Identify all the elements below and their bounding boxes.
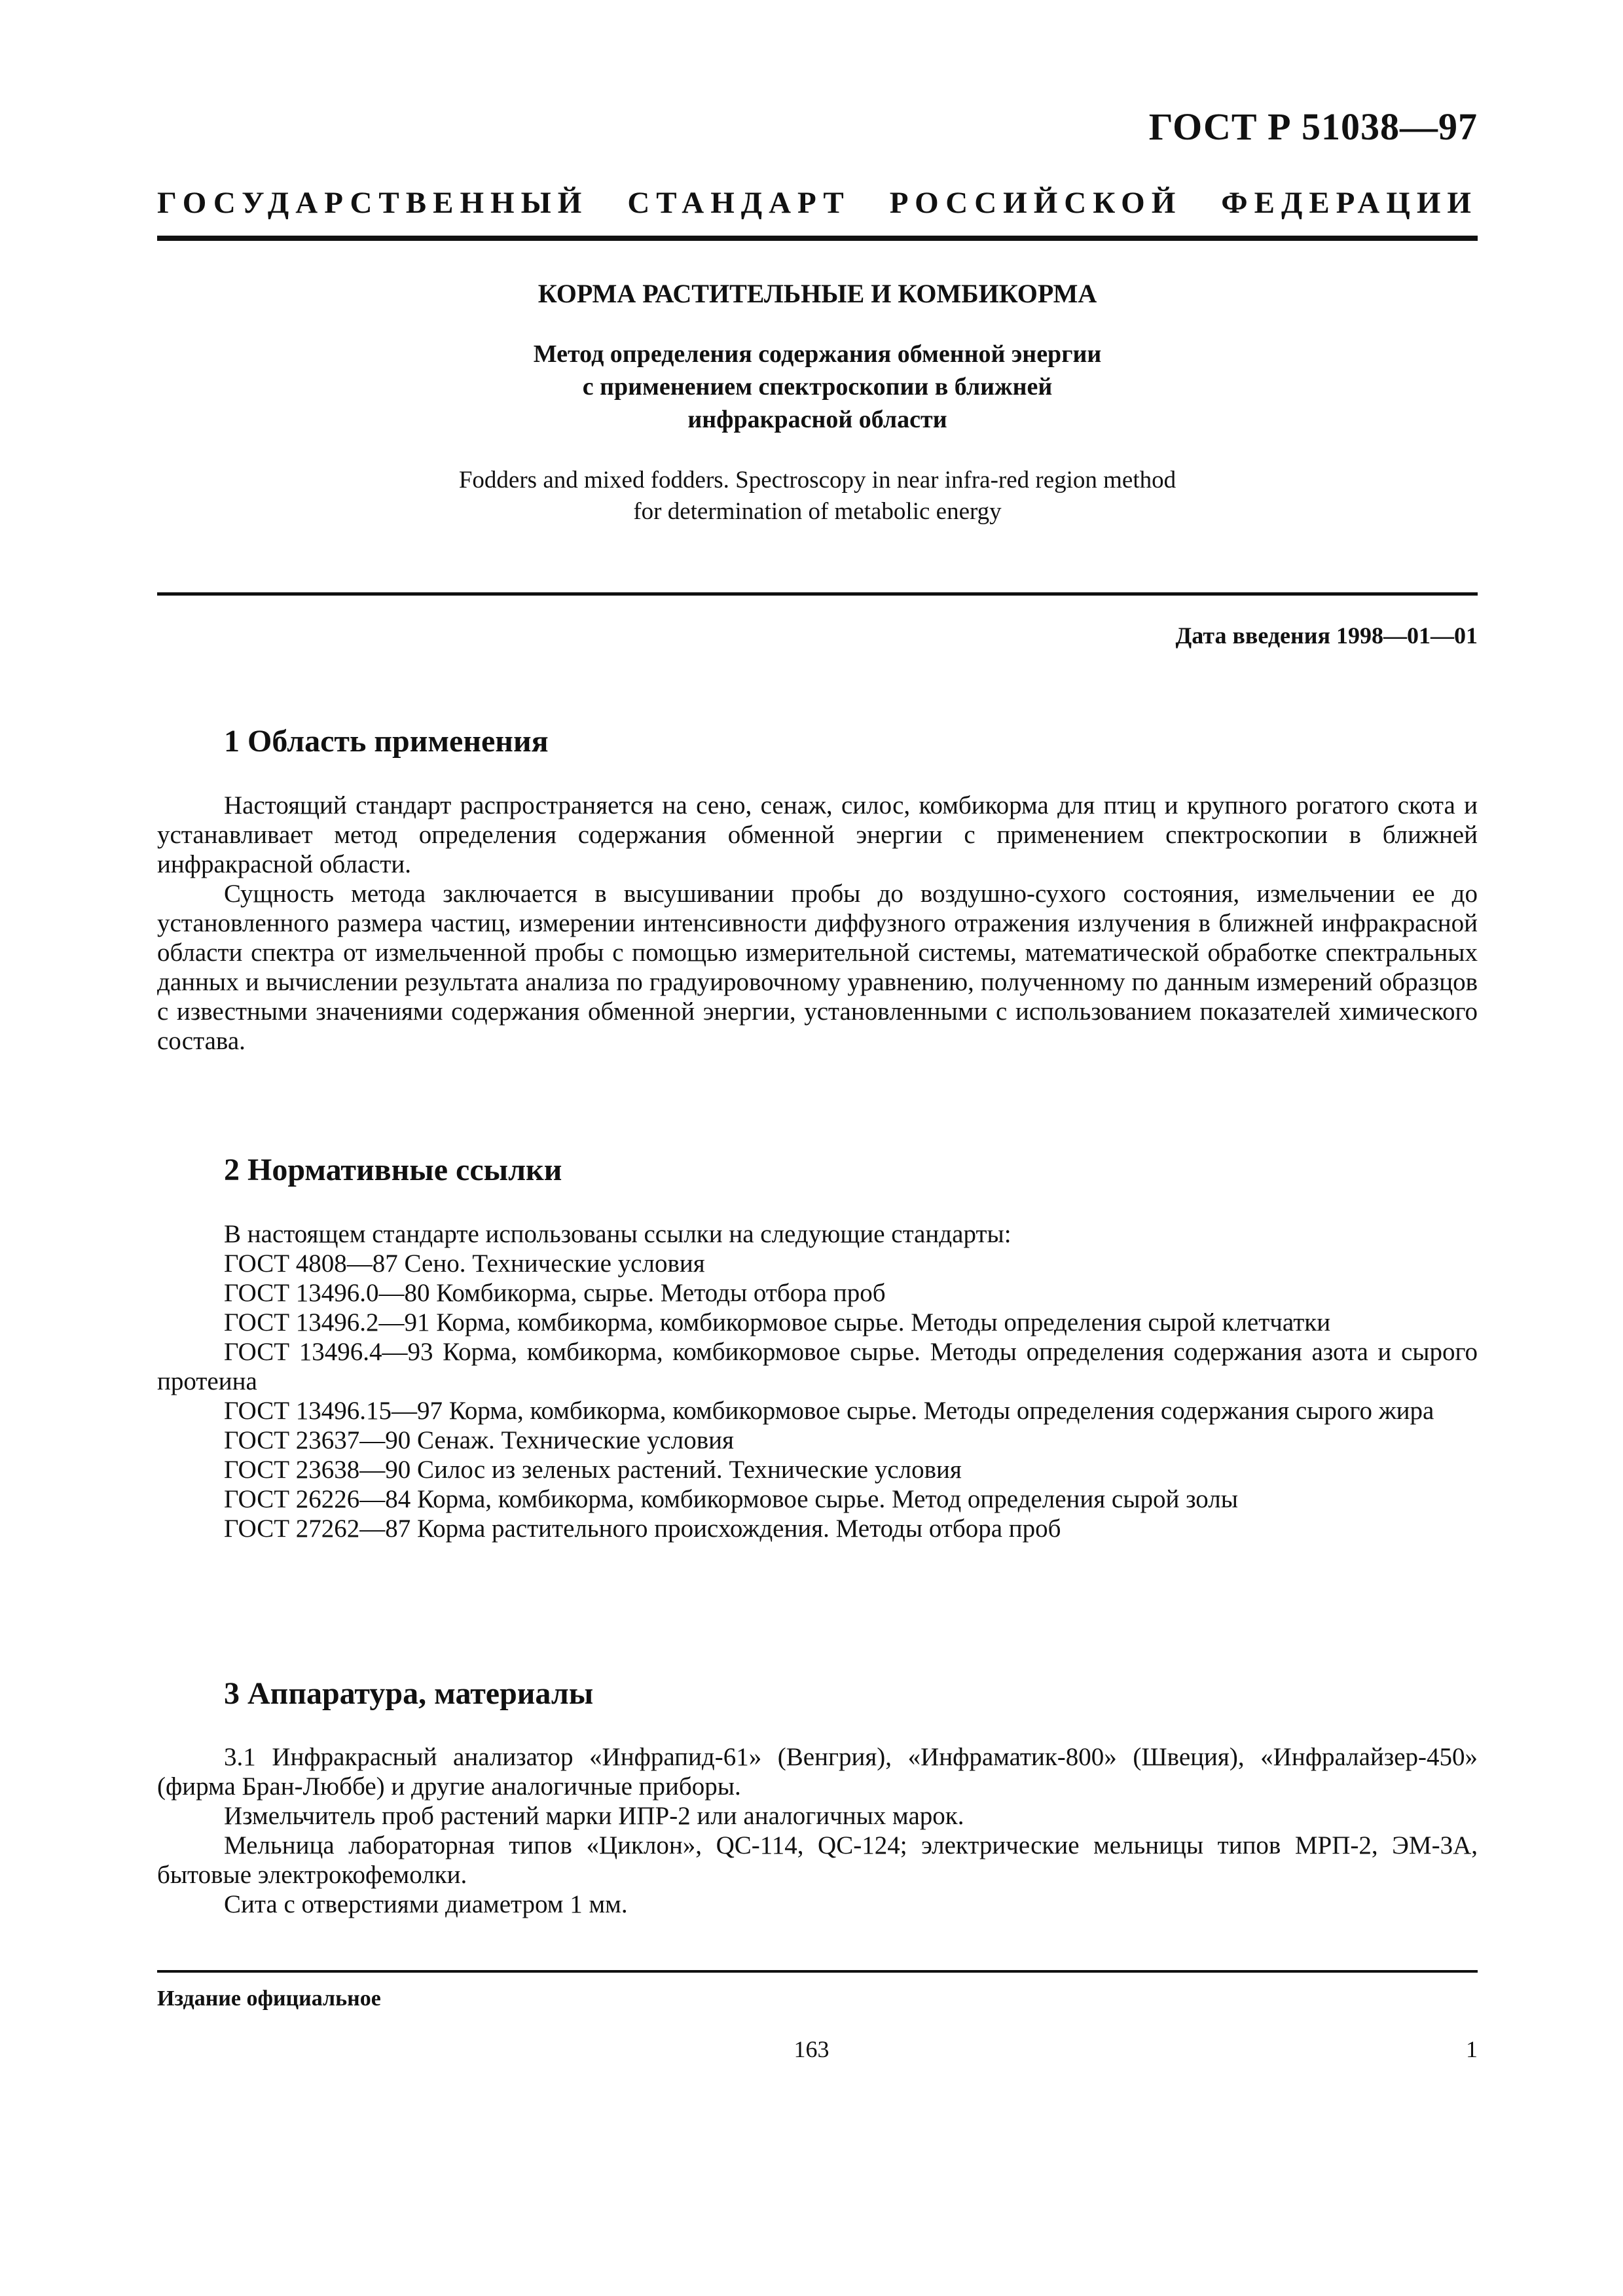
- paragraph: Настоящий стандарт распространяется на сено, сенаж, силос, комбикорма для птиц и крупного рогатого скота и устанавливает метод определения содержания обменной энергии с применением спектроскопии в ближней инфракрасной области.: [157, 791, 1478, 878]
- official-edition-label: Издание официальное: [157, 1986, 381, 2011]
- reference-item: ГОСТ 13496.0—80 Комбикорма, сырье. Методы отбора проб: [224, 1279, 886, 1307]
- title-divider: [157, 592, 1478, 596]
- paragraph: В настоящем стандарте использованы ссылки на следующие стандарты:: [224, 1220, 1012, 1248]
- reference-item: ГОСТ 4808—87 Сено. Технические условия: [224, 1249, 705, 1278]
- subtitle-ru-line: с применением спектроскопии в ближней: [582, 373, 1053, 401]
- document-number: ГОСТ Р 51038—97: [1148, 105, 1478, 148]
- section-body-references: [157, 1219, 1478, 1543]
- section-heading-scope: 1 Область применения: [224, 724, 549, 759]
- introduction-date: Дата введения 1998—01—01: [1175, 622, 1478, 649]
- reference-item: ГОСТ 13496.4—93 Корма, комбикорма, комбикормовое сырье. Методы определения содержания азота и сырого протеина: [157, 1338, 1478, 1395]
- document-title: КОРМА РАСТИТЕЛЬНЫЕ И КОМБИКОРМА: [538, 279, 1097, 308]
- paragraph: Мельница лабораторная типов «Циклон», QC-114, QC-124; электрические мельницы типов МРП-2, ЭМ-3А, бытовые электрокофемолки.: [157, 1831, 1478, 1889]
- reference-item: ГОСТ 13496.2—91 Корма, комбикорма, комбикормовое сырье. Методы определения сырой клетчатки: [224, 1308, 1331, 1336]
- subtitle-ru-line: Метод определения содержания обменной энергии: [533, 340, 1102, 368]
- paragraph: 3.1 Инфракрасный анализатор «Инфрапид-61» (Венгрия), «Инфраматик-800» (Швеция), «Инфралайзер-450» (фирма Бран-Люббе) и другие аналогичные приборы.: [157, 1743, 1478, 1801]
- subtitle-en-line: Fodders and mixed fodders. Spectroscopy in near infra-red region method: [458, 467, 1176, 493]
- subtitle-english: [157, 465, 1478, 528]
- section-body-apparatus: [157, 1742, 1478, 1919]
- state-standard-header: ГОСУДАРСТВЕННЫЙ СТАНДАРТ РОССИЙСКОЙ ФЕДЕРАЦИИ: [157, 186, 1478, 220]
- footer-divider: [157, 1970, 1478, 1973]
- paragraph: Сущность метода заключается в высушивании пробы до воздушно-сухого состояния, измельчении ее до установленного размера частиц, измерении интенсивности диффузного отражения излучения в ближней инфракрасной области спектра от измельченной пробы с помощью измерительной системы, математической обработке спектральных данных и вычислении результата анализа по градуировочному уравнению, полученному по данным измерений образцов с известными значениями содержания обменной энергии, установленными с использованием показателей химического состава.: [157, 880, 1478, 1055]
- page-number: 1: [1466, 2036, 1478, 2062]
- section-heading-references: 2 Нормативные ссылки: [224, 1153, 562, 1187]
- reference-item: ГОСТ 23637—90 Сенаж. Технические условия: [224, 1426, 734, 1454]
- folio-number: 163: [793, 2036, 830, 2062]
- reference-item: ГОСТ 27262—87 Корма растительного происхождения. Методы отбора проб: [224, 1515, 1061, 1543]
- reference-item: ГОСТ 26226—84 Корма, комбикорма, комбикормовое сырье. Метод определения сырой золы: [224, 1485, 1238, 1513]
- section-heading-apparatus: 3 Аппаратура, материалы: [224, 1676, 594, 1711]
- section-body-scope: [157, 791, 1478, 1056]
- paragraph: Сита с отверстиями диаметром 1 мм.: [224, 1890, 628, 1918]
- top-divider: [157, 236, 1478, 241]
- subtitle-russian: [157, 338, 1478, 436]
- paragraph: Измельчитель проб растений марки ИПР-2 или аналогичных марок.: [224, 1802, 964, 1830]
- reference-item: ГОСТ 23638—90 Силос из зеленых растений. Технические условия: [224, 1456, 962, 1484]
- subtitle-ru-line: инфракрасной области: [687, 406, 947, 433]
- reference-item: ГОСТ 13496.15—97 Корма, комбикорма, комбикормовое сырье. Методы определения содержания сырого жира: [224, 1397, 1434, 1425]
- subtitle-en-line: for determination of metabolic energy: [633, 498, 1002, 525]
